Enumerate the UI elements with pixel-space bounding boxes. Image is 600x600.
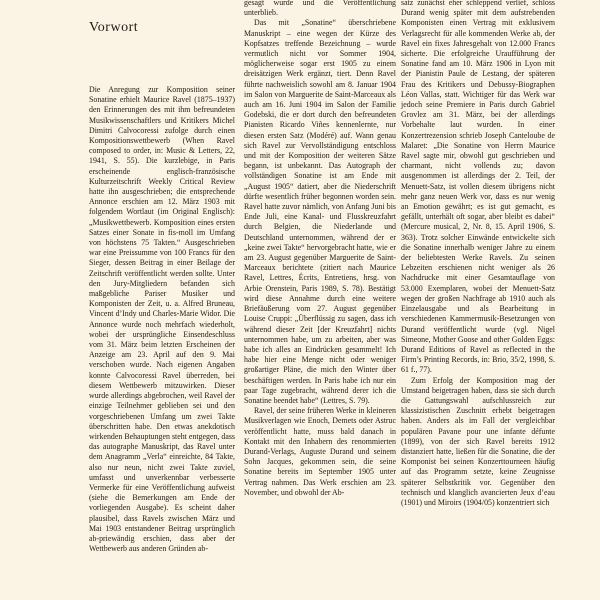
paragraph: Ravel, der seine früheren Werke in kleineren Musikverlagen wie Enoch, Demets oder Astruc veröffentlicht hatte, muss bald danach in Kontakt mit den Inhabern des renommierten Durand-Verlags, Auguste Durand und seinem Sohn Jacques, gekommen sein, die seine Sonatine bereits im September 1905 unter Vertrag nahmen. Das Werk erschien am 23. November, und obwohl der Ab- [244, 406, 396, 497]
paragraph: Das mit „Sonatine“ überschriebene Manuskript – eine wegen der Kürze des Kopfsatzes treffende Bezeichnung – wurde vermutlich nicht vor Sommer 1904, möglicherweise sogar erst 1905 zu einem dreisätzigen Werk ergänzt, tiert. Denn Ravel führte nachweislich sowohl am 8. Januar 1904 im Salon von Marguerite de Saint-Marceaux als auch am 16. Juni 1904 im Salon der Familie Godebski, die er dort durch den befreundeten Pianisten Ricardo Viñes kennenlernte, nur diesen ersten Satz (Modéré) auf. Wann genau sich Ravel zur Vervollständigung entschloss und mit der Komposition der weiteren Sätze begann, ist unbekannt. Das Autograph der vollständigen Sonatine ist am Ende mit „August 1905“ datiert, aber die Niederschrift dürfte wesentlich früher begonnen worden sein. Ravel hatte zuvor nämlich, von Anfang Juni bis Ende Juli, eine Kanal- und Flusskreuzfahrt durch Belgien, die Niederlande und Deutschland unternommen, während der er „keine zwei Takte“ hervorgebracht hatte, wie er am 23. August gegenüber Marguerite de Saint-Marceaux berichtete (zitiert nach Maurice Ravel, Lettres, Écrits, Entretiens, hrsg. von Arbie Orenstein, Paris 1989, S. 78). Bestätigt wird diese Annahme durch eine weitere Briefäußerung vom 27. August gegenüber Louise Cruppi: „Überflüssig zu sagen, dass ich während dieser Zeit [der Kreuzfahrt] nichts unternommen habe, um zu arbeiten, aber was habe ich alles an Eindrücken gesammelt! Ich habe hier eine Menge nicht oder weniger großartiger Pläne, die mich den Winter über beschäftigen werden. In Paris habe ich nur ein paar Tage zugebracht, während derer ich die Sonatine beendet habe“ (Lettres, S. 79). [244, 18, 396, 405]
paragraph: Die Anregung zur Komposition seiner Sonatine erhielt Maurice Ravel (1875–1937) den Erinnerungen des mit ihm befreundeten Musikwissenschaftlers und Kritikers Michel Dimitri Calvocoressi zufolge durch einen Kompositionswettbewerb (When Ravel composed to order, in: Music & Letters, 22, 1941, S. 55). Die kurzlebige, in Paris erscheinende englisch-französische Kulturzeitschrift Weekly Critical Review hatte ihn ausgeschrieben; die entsprechende Annonce erschien am 12. März 1903 mit folgendem Wortlaut (im Original Englisch): „Musikwettbewerb. Komposition eines ersten Satzes einer Sonate in fis-moll im Umfang von höchstens 75 Takten.“ Ausgeschrieben war eine Preissumme von 100 Francs für den Sieger, dessen Beitrag in einer Beilage der Zeitschrift veröffentlicht werden sollte. Unter den Jury-Mitgliedern befanden sich maßgebliche Pariser Musiker und Komponisten der Zeit, u. a. Alfred Bruneau, Vincent d’Indy und Charles-Marie Widor. Die Annonce wurde noch mehrfach wiederholt, wobei der ursprüngliche Einsendeschluss vom 31. März beim letzten Erscheinen der Anzeige am 23. April auf den 9. Mai verschoben wurde. Nach eigenen Angaben konnte Calvocoressi Ravel überreden, bei diesem Wettbewerb mitzuwirken. Dieser wurde allerdings abgebrochen, weil Ravel der einzige Teilnehmer geblieben sei und den vorgeschriebenen Umfang um zwei Takte überschritten habe. Den etwas anekdotisch wirkenden Behauptungen steht entgegen, dass das autographe Manuskript, das Ravel unter dem Anagramm „Verla“ einreichte, 84 Takte, also nur neun, nicht zwei Takte zuviel, umfasst und unverkennbar verbesserte Vermerke für eine Veröffentlichung aufweist (siehe die Bemerkungen am Ende der vorliegenden Ausgabe). Es scheint daher plausibel, dass Ravels zwischen März und Mai 1903 entstandener Beitrag ursprünglich ab-priewändig erschien, dass aber der Wettbewerb aus anderen Gründen ab- [89, 85, 235, 554]
paragraph: satz zunächst eher schleppend verlief, schloss Durand wenig später mit dem aufstrebenden Komponisten einen Vertrag mit exklusivem Verlagsrecht für alle kommenden Werke ab, der Ravel ein fixes Jahresgehalt von 12.000 Francs sicherte. Die erfolgreiche Uraufführung der Sonatine fand am 10. März 1906 in Lyon mit der Pianistin Paule de Lestang, der späteren Frau des Kritikers und Debussy-Biographen Léon Vallas, statt. Wichtiger für das Werk war jedoch seine Premiere in Paris durch Gabriel Grovlez am 31. März, bei der allerdings Vorbehalte laut wurden. In einer Konzertrezension schrieb Joseph Canteloube de Malaret: „Die Sonatine von Herrn Maurice Ravel sagte mir, obwohl gut geschrieben und charmant, nicht vollends zu; davon ausgenommen ist allerdings der 2. Teil, der Menuett-Satz, ist vollen diesem übrigens nicht mehr ganz neuen Werk vor, dass es nur wenig an Emotion gewährt; es ist gut gemacht, es gefällt, unterhält oft sogar, aber bleibt es dabei“ (Mercure musical, 2, Nr. 8, 15. April 1906, S. 363). Trotz solcher Einwände entwickelte sich die Sonatine innerhalb weniger Jahre zu einem der beliebtesten Werke Ravels. Zu seinen Lebzeiten erschienen nicht weniger als 26 Nachdrucke mit einer Gesamtauflage von 53.000 Exemplaren, wobei der Menuett-Satz wegen der großen Nachfrage ab 1910 auch als Einzelausgabe und als Bearbeitung in verschiedenen Kammermusik-Besetzungen von Durand veröffentlicht wurde (vgl. Nigel Simeone, Mother Goose and other Golden Eggs: Durand Editions of Ravel as reflected in the Firm’s Printing Records, in: Brio, 35/2, 1998, S. 61 f., 77). [401, 0, 555, 375]
text-column-3 [401, 0, 555, 508]
paragraph: gesagt wurde und die Veröffentlichung unterblieb. [244, 0, 396, 18]
page-title: Vorwort [89, 20, 139, 35]
text-column-1 [89, 85, 235, 554]
paragraph: Zum Erfolg der Komposition mag der Umstand beigetragen haben, dass sie sich durch die Gattungswahl aufschlussreich zur klassizistischen Zuschnitt erhebt beigetragen haben. Anders als im Fall der vergleichbar populären Pavane pour une infante défunte (1899), von der sich Ravel bereits 1912 distanziert hatte, ließen für die Sonatine, die der Komponist bei seinen Konzerttourneen häufig auf das Programm setzte, keine Zeugnisse späterer Selbstkritik vor. Gegenüber den technisch und klanglich avancierten Jeux d’eau (1901) und Miroirs (1904/05) konzentriert sich [401, 375, 555, 507]
text-column-2 [244, 0, 396, 498]
